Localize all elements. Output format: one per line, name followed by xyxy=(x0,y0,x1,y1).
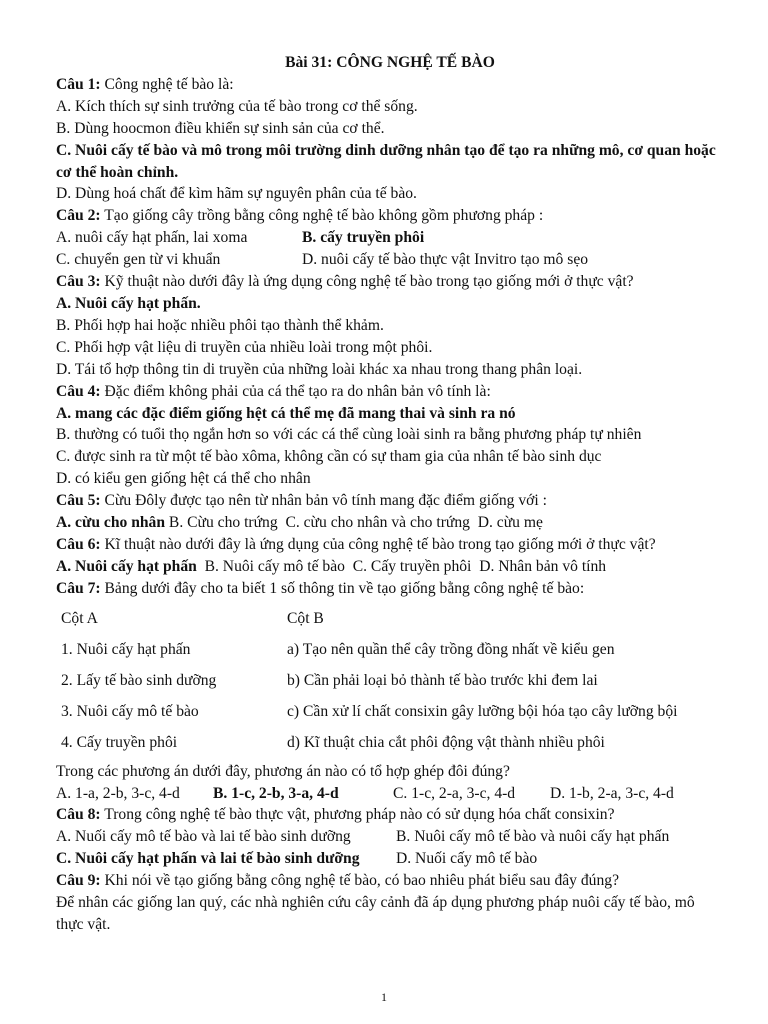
q7-option-c: C. 1-c, 2-a, 3-c, 4-d xyxy=(393,784,516,802)
document-page xyxy=(56,52,724,936)
q6-options xyxy=(56,556,724,578)
q8-options-row-2 xyxy=(56,848,724,870)
question-4 xyxy=(56,381,724,403)
q7-options xyxy=(56,783,724,805)
q5-options xyxy=(56,512,724,534)
question-label: Câu 3: xyxy=(56,273,101,291)
question-label: Câu 8: xyxy=(56,806,101,824)
table-cell-b: d) Kĩ thuật chia cắt phôi động vật thành nhiều phôi xyxy=(287,734,605,752)
q4-option-b: B. thường có tuổi thọ ngắn hơn so với các cá thể cùng loài sinh ra bằng phương pháp tự nhiên xyxy=(56,426,642,444)
page-number: 1 xyxy=(381,990,387,1004)
question-label: Câu 7: xyxy=(56,579,101,597)
q7-option-a: A. 1-a, 2-b, 3-c, 4-d xyxy=(56,784,180,802)
table-cell-a: 1. Nuôi cấy hạt phấn xyxy=(61,641,191,659)
q1-option-a: A. Kích thích sự sinh trưởng của tế bào trong cơ thể sống. xyxy=(56,97,418,115)
q5-other-options: B. Cừu cho trứng C. cừu cho nhân và cho trứng D. cừu mẹ xyxy=(165,514,543,532)
table-row xyxy=(56,728,724,759)
table-cell-b: b) Cần phải loại bỏ thành tế bào trước khi đem lai xyxy=(287,672,598,690)
table-cell-a: 2. Lấy tế bào sinh dưỡng xyxy=(61,672,217,690)
q6-option-a-answer: A. Nuôi cấy hạt phấn xyxy=(56,557,197,575)
table-row xyxy=(56,697,724,728)
table-row xyxy=(56,635,724,666)
question-1 xyxy=(56,74,724,96)
question-text: Trong công nghệ tế bào thực vật, phương pháp nào có sử dụng hóa chất consixin? xyxy=(100,806,615,824)
q8-option-b: B. Nuôi cấy mô tế bào và nuôi cấy hạt phấn xyxy=(396,828,670,846)
question-text: Kĩ thuật nào dưới đây là ứng dụng của công nghệ tế bào trong tạo giống mới ở thực vật? xyxy=(100,535,656,553)
q2-option-b-answer: B. cấy truyền phôi xyxy=(302,229,425,247)
table-cell-a: 4. Cấy truyền phôi xyxy=(61,734,178,752)
table-cell-a: 3. Nuôi cấy mô tế bào xyxy=(61,703,199,721)
q8-option-a: A. Nuối cấy mô tế bào và lai tế bào sinh dưỡng xyxy=(56,828,351,846)
q7-prompt: Trong các phương án dưới đây, phương án nào có tổ hợp ghép đôi đúng? xyxy=(56,762,510,780)
q9-statement-1: Để nhân các giống lan quý, các nhà nghiên cứu cây cảnh đã áp dụng phương pháp nuôi cấy tế bào, mô thực vật. xyxy=(56,894,695,933)
question-6 xyxy=(56,534,724,556)
question-2 xyxy=(56,205,724,227)
q8-option-c-answer: C. Nuôi cấy hạt phấn và lai tế bào sinh dưỡng xyxy=(56,850,360,868)
question-text: Đặc điểm không phải của cá thể tạo ra do nhân bản vô tính là: xyxy=(100,382,491,400)
question-text: Cừu Đôly được tạo nên từ nhân bản vô tính mang đặc điểm giống với : xyxy=(100,492,547,510)
q8-option-d: D. Nuối cấy mô tế bào xyxy=(396,850,538,868)
table-header-row xyxy=(56,604,724,635)
question-5 xyxy=(56,490,724,512)
q3-option-d: D. Tái tổ hợp thông tin di truyền của những loài khác xa nhau trong thang phân loại. xyxy=(56,360,583,378)
q1-option-b: B. Dùng hoocmon điều khiển sự sinh sản của cơ thể. xyxy=(56,119,385,137)
question-3 xyxy=(56,271,724,293)
q2-option-c: C. chuyển gen từ vi khuẩn xyxy=(56,251,221,269)
table-row xyxy=(56,666,724,697)
q3-option-a-answer: A. Nuôi cấy hạt phấn. xyxy=(56,294,201,312)
q5-option-a-answer: A. cừu cho nhân xyxy=(56,514,166,532)
q3-option-c: C. Phối hợp vật liệu di truyền của nhiều loài trong một phôi. xyxy=(56,338,433,356)
column-a-header: Cột A xyxy=(61,610,98,628)
q2-option-a: A. nuôi cấy hạt phấn, lai xoma xyxy=(56,229,248,247)
question-label: Câu 5: xyxy=(56,492,101,510)
q1-option-d: D. Dùng hoá chất để kìm hãm sự nguyên phân của tế bào. xyxy=(56,185,417,203)
column-b-header: Cột B xyxy=(287,610,324,628)
question-text: Tạo giống cây trồng bằng công nghệ tế bào không gồm phương pháp : xyxy=(100,207,544,225)
question-text: Công nghệ tế bào là: xyxy=(100,75,234,93)
matching-table xyxy=(56,604,724,759)
q3-option-b: B. Phối hợp hai hoặc nhiều phôi tạo thành thể khảm. xyxy=(56,316,384,334)
question-text: Kỹ thuật nào dưới đây là ứng dụng công nghệ tế bào trong tạo giống mới ở thực vật? xyxy=(100,273,634,291)
page-title: Bài 31: CÔNG NGHỆ TẾ BÀO xyxy=(285,54,495,71)
question-text: Bảng dưới đây cho ta biết 1 số thông tin về tạo giống bằng công nghệ tế bào: xyxy=(100,579,585,597)
q4-option-c: C. được sinh ra từ một tế bào xôma, không cần có sự tham gia của nhân tế bào sinh dục xyxy=(56,448,602,466)
table-cell-b: c) Cần xử lí chất consixin gây lưỡng bội hóa tạo cây lưỡng bội xyxy=(287,703,678,721)
q1-option-c-answer: C. Nuôi cấy tế bào và mô trong môi trường dinh dưỡng nhân tạo để tạo ra những mô, cơ quan hoặc cơ thể hoàn chỉnh. xyxy=(56,141,716,181)
question-text: Khi nói về tạo giống bằng công nghệ tế bào, có bao nhiêu phát biểu sau đây đúng? xyxy=(100,872,619,890)
q6-other-options: B. Nuôi cấy mô tế bào C. Cấy truyền phôi D. Nhân bản vô tính xyxy=(196,557,607,575)
question-8 xyxy=(56,804,724,826)
q8-options-row-1 xyxy=(56,826,724,848)
q4-option-a-answer: A. mang các đặc điểm giống hệt cá thể mẹ đã mang thai và sinh ra nó xyxy=(56,404,516,422)
q2-option-d: D. nuôi cấy tế bào thực vật Invitro tạo mô sẹo xyxy=(302,251,589,269)
question-label: Câu 9: xyxy=(56,872,101,890)
q4-option-d: D. có kiểu gen giống hệt cá thể cho nhân xyxy=(56,470,311,488)
question-label: Câu 1: xyxy=(56,75,101,93)
q7-option-b-answer: B. 1-c, 2-b, 3-a, 4-d xyxy=(213,784,339,802)
q2-options-row-1 xyxy=(56,227,724,249)
q7-option-d: D. 1-b, 2-a, 3-c, 4-d xyxy=(550,784,674,802)
question-7 xyxy=(56,578,724,600)
table-cell-b: a) Tạo nên quần thể cây trồng đồng nhất về kiểu gen xyxy=(287,641,615,659)
question-label: Câu 2: xyxy=(56,207,101,225)
question-label: Câu 4: xyxy=(56,382,101,400)
question-9 xyxy=(56,870,724,892)
question-label: Câu 6: xyxy=(56,535,101,553)
q2-options-row-2 xyxy=(56,249,724,271)
